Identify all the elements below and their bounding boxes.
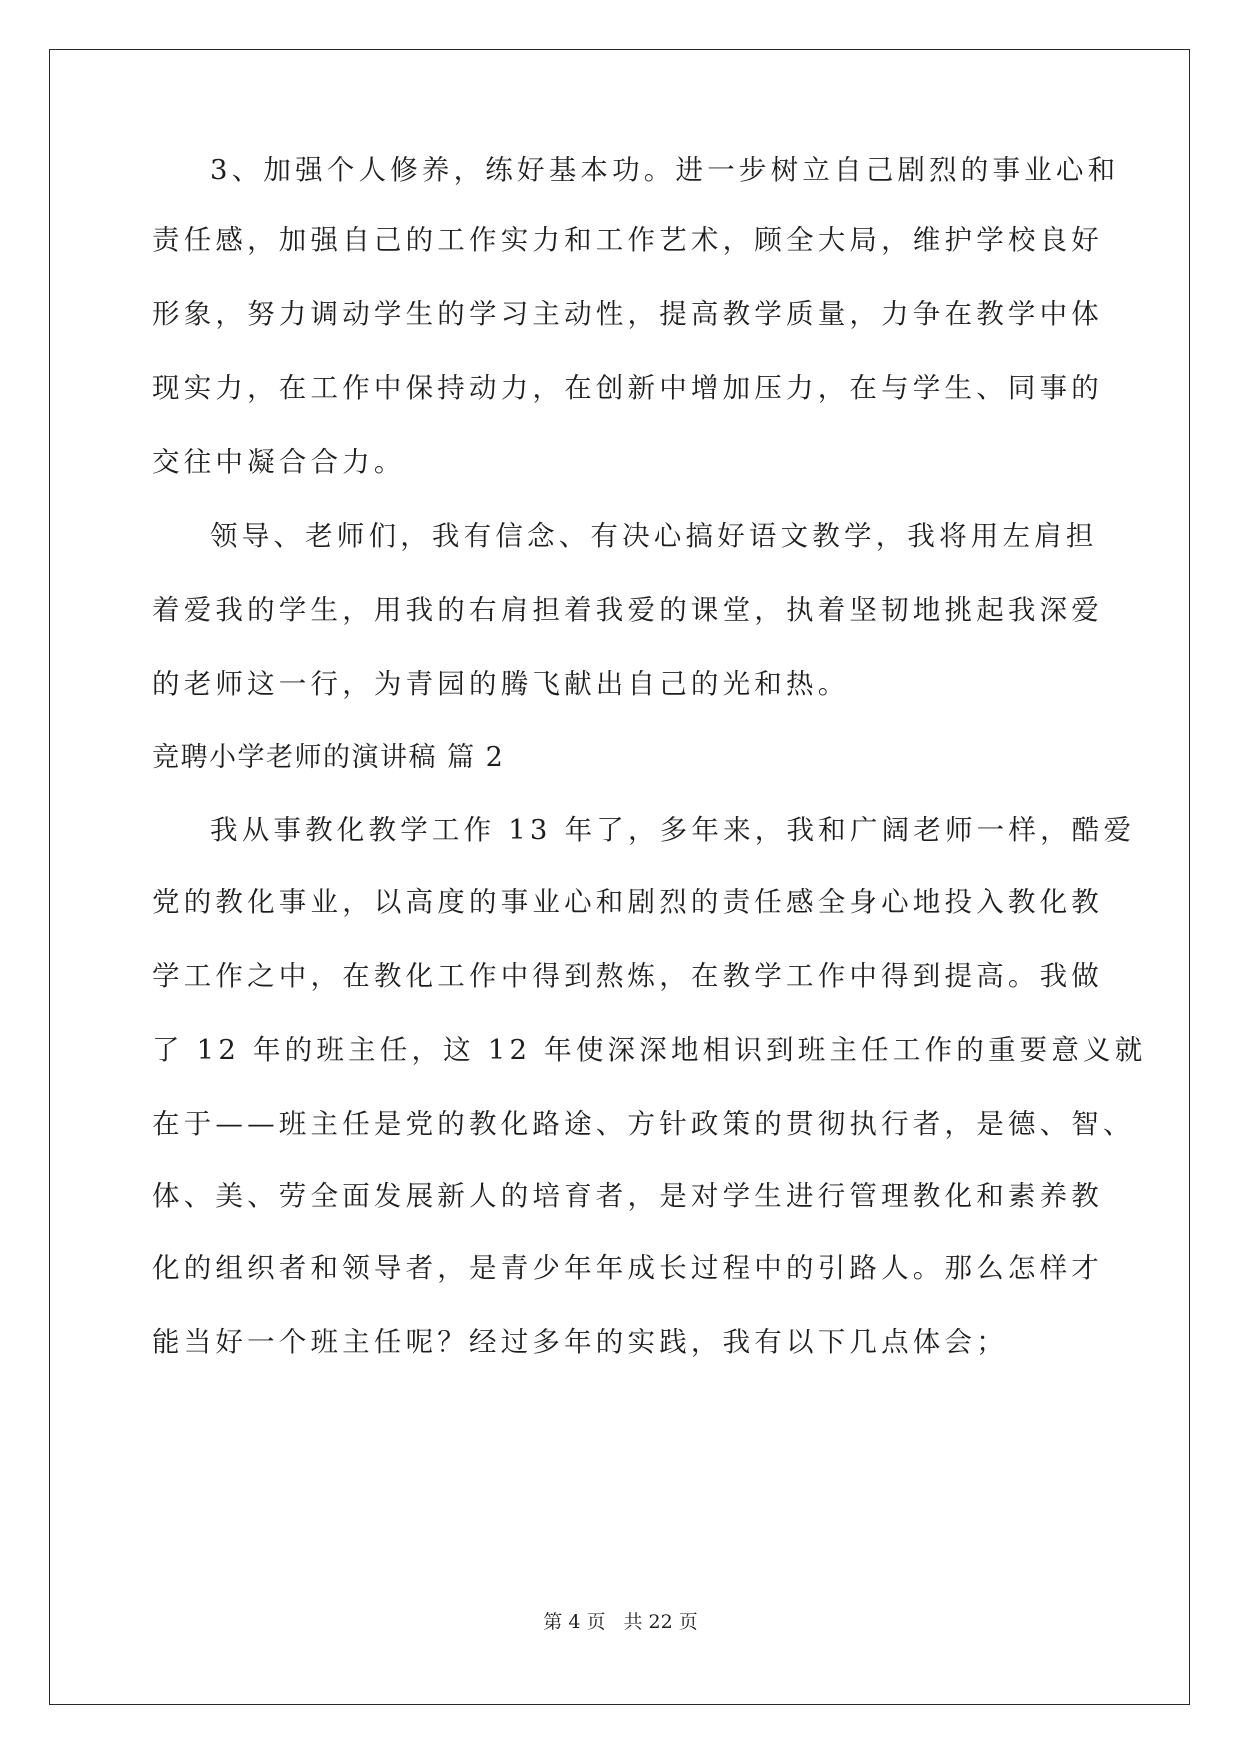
paragraph-2-line-3: 的老师这一行，为青园的腾飞献出自己的光和热。 <box>152 668 850 700</box>
paragraph-1-line-5: 交往中凝合合力。 <box>152 446 406 478</box>
paragraph-2-line-1: 领导、老师们，我有信念、有决心搞好语文教学，我将用左肩担 <box>210 520 1098 552</box>
paragraph-1-line-1: 3、加强个人修养，练好基本功。进一步树立自己剧烈的事业心和 <box>210 154 1120 186</box>
paragraph-2-line-2: 着爱我的学生，用我的右肩担着我爱的课堂，执着坚韧地挑起我深爱 <box>152 594 1103 626</box>
current-page-number: 第 4 页 <box>543 1611 606 1633</box>
paragraph-3-line-8: 能当好一个班主任呢？经过多年的实践，我有以下几点体会； <box>152 1326 1008 1358</box>
paragraph-1-line-4: 现实力，在工作中保持动力，在创新中增加压力，在与学生、同事的 <box>152 372 1103 404</box>
page-footer <box>0 1610 1241 1634</box>
paragraph-3-line-4: 了 12 年的班主任，这 12 年使深深地相识到班主任工作的重要意义就 <box>152 1034 1147 1066</box>
paragraph-1-line-2: 责任感，加强自己的工作实力和工作艺术，顾全大局，维护学校良好 <box>152 224 1103 256</box>
total-page-count: 共 22 页 <box>623 1611 698 1633</box>
paragraph-3-line-6: 体、美、劳全面发展新人的培育者，是对学生进行管理教化和素养教 <box>152 1180 1103 1212</box>
section-heading: 竞聘小学老师的演讲稿 篇 2 <box>152 742 505 773</box>
paragraph-1-line-3: 形象，努力调动学生的学习主动性，提高教学质量，力争在教学中体 <box>152 298 1103 330</box>
paragraph-3-line-3: 学工作之中，在教化工作中得到熬炼，在教学工作中得到提高。我做 <box>152 960 1103 992</box>
paragraph-3-line-7: 化的组织者和领导者，是青少年年成长过程中的引路人。那么怎样才 <box>152 1252 1103 1284</box>
paragraph-3-line-1: 我从事教化教学工作 13 年了，多年来，我和广阔老师一样，酷爱 <box>210 814 1136 846</box>
paragraph-3-line-5: 在于——班主任是党的教化路途、方针政策的贯彻执行者，是德、智、 <box>152 1108 1135 1140</box>
paragraph-3-line-2: 党的教化事业，以高度的事业心和剧烈的责任感全身心地投入教化教 <box>152 886 1103 918</box>
